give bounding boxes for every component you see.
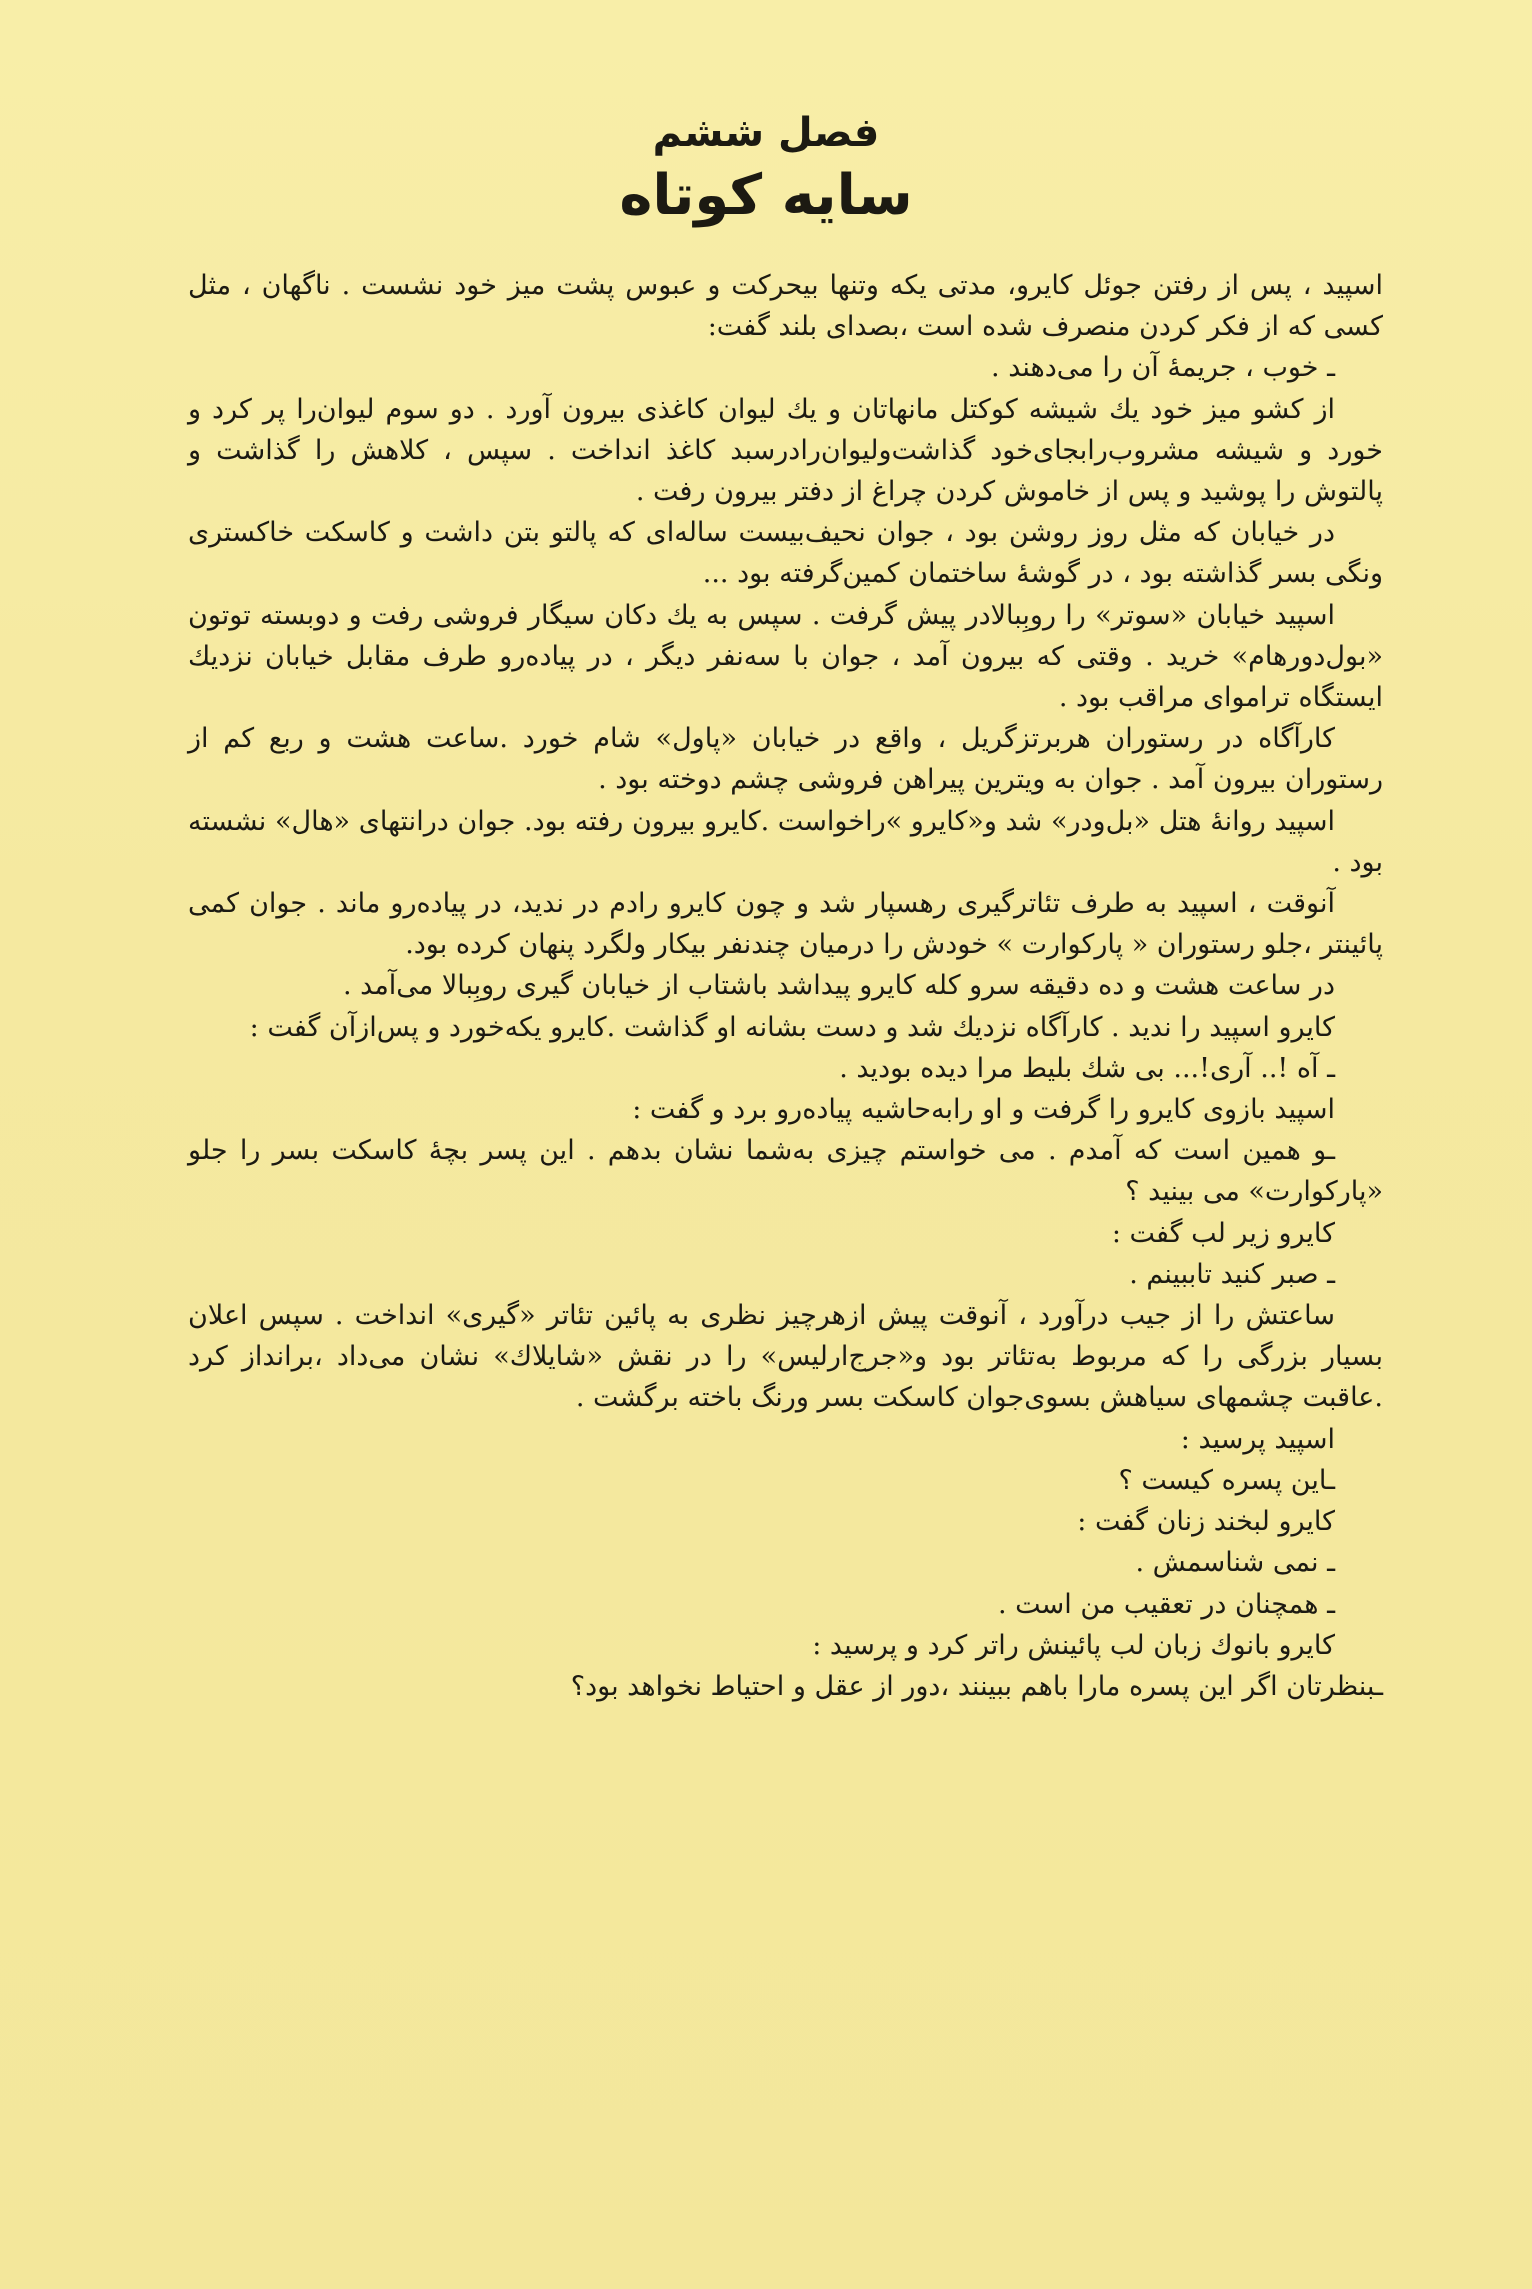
paragraph: ساعتش را از جیب درآورد ، آنوقت پیش ازهرچیز نظری به پائین تئاتر «گیری» انداخت . سپس اعلان بسیار بزرگی را که مربوط به‌تئاتر بود و«جرج‌ارلیس» را در نقش «شایلاك» نشان می‌داد ،برانداز کرد .عاقبت چشمهای سیاهش بسوی‌جوان کاسکت بسر ورنگ باخته برگشت .: [188, 1300, 1383, 1414]
paragraph: اسپید ، پس از رفتن جوئل کایرو، مدتی یکه وتنها بیحرکت و عبوس پشت میز خود نشست . ناگهان ، مثل کسی که از فکر کردن منصرف شده است ،بصدای بلند گفت:: [188, 270, 1384, 343]
paragraph: کایرو زیر لب گفت :: [1111, 1217, 1335, 1249]
paragraph: کایرو لبخند زنان گفت :: [1077, 1506, 1335, 1538]
paragraph: آنوقت ، اسپید به طرف تئاترگیری رهسپار شد و چون کایرو رادم در ندید، در پیاده‌رو ماند . جوان کمی پائینتر ،جلو رستوران « پارکوارت » خودش را درمیان چندنفر بیکار ولگرد پنهان کرده بود.: [188, 888, 1383, 961]
paragraph: کایرو اسپید را ندید . کارآگاه نزدیك شد و دست بشانه او گذاشت .کایرو یکه‌خورد و پس‌ازآن گفت :: [249, 1011, 1335, 1043]
paragraph: در خیابان که مثل روز روشن بود ، جوان نحیف‌بیست ساله‌ای که پالتو بتن داشت و کاسکت خاکستری ونگی بسر گذاشته بود ، در گوشهٔ ساختمان کمین‌گرفته بود ...: [188, 517, 1383, 590]
paragraph: از کشو میز خود یك شیشه کوکتل مانهاتان و یك لیوان کاغذی بیرون آورد . دو سوم لیوان‌را پر کرد و خورد و شیشه مشروب‌رابجای‌خود گذاشت‌ولیوان‌رادرسبد کاغذ انداخت . سپس ، کلاهش را گذاشت و پالتوش را پوشید و پس از خاموش کردن چراغ از دفتر بیرون رفت .: [188, 393, 1383, 508]
paragraph: اسپید پرسید :: [1180, 1423, 1335, 1455]
dialogue-line: ـبنظرتان اگر این پسره مارا باهم ببینند ،دور از عقل و احتیاط نخواهد بود؟: [570, 1670, 1383, 1702]
dialogue-line: ـ صبر کنید تاببینم .: [1129, 1258, 1335, 1290]
paragraph: کایرو بانوك زبان لب پائینش راتر کرد و پرسید :: [812, 1629, 1335, 1661]
dialogue-line: ـ نمی شناسمش .: [1135, 1547, 1335, 1579]
paragraph: اسپید بازوی کایرو را گرفت و او رابه‌حاشیه پیاده‌رو برد و گفت :: [632, 1094, 1335, 1126]
dialogue-line: ـو همین است که آمدم . می خواستم چیزی به‌شما نشان بدهم . این پسر بچهٔ کاسکت بسر را جلو «پارکوارت» می بینید ؟: [188, 1135, 1383, 1208]
dialogue-line: ـ همچنان در تعقیب من است .: [997, 1588, 1335, 1620]
paragraph: اسپید روانهٔ هتل «بل‌ودر» شد و«کایرو »راخواست .کایرو بیرون رفته بود. جوان درانتهای «هال» نشسته بود .: [188, 805, 1383, 878]
paragraph: کارآگاه در رستوران هربرتزگریل ، واقع در خیابان «پاول» شام خورد .ساعت هشت و ربع کم از رستوران بیرون آمد . جوان به ویترین پیراهن فروشی چشم دوخته بود .: [188, 723, 1383, 796]
paragraph: اسپید خیابان «سوتر» را روبِبالادر پیش گرفت . سپس به یك دکان سیگار فروشی رفت و دوبسته توتون «بول‌دورهام» خرید . وقتی که بیرون آمد ، جوان با سه‌نفر دیگر ، در پیاده‌رو طرف مقابل خیابان نزدیك ایستگاه تراموای مراقب بود .: [188, 599, 1383, 714]
dialogue-line: ـاین پسره کیست ؟: [1118, 1464, 1335, 1496]
dialogue-line: ـ آه !.. آری!... بی شك بلیط مرا دیده بودید .: [839, 1052, 1335, 1084]
chapter-header: [0, 105, 1532, 231]
chapter-title: سایه کوتاه: [619, 163, 913, 228]
chapter-number: فصل ششم: [652, 110, 880, 156]
paragraph: ـ خوب ، جریمهٔ آن را می‌دهند .: [991, 352, 1335, 384]
body-text: [188, 265, 1383, 1707]
paragraph: در ساعت هشت و ده دقیقه سرو کله کایرو پیداشد باشتاب از خیابان گیری روبِبالا می‌آمد .: [342, 970, 1335, 1002]
